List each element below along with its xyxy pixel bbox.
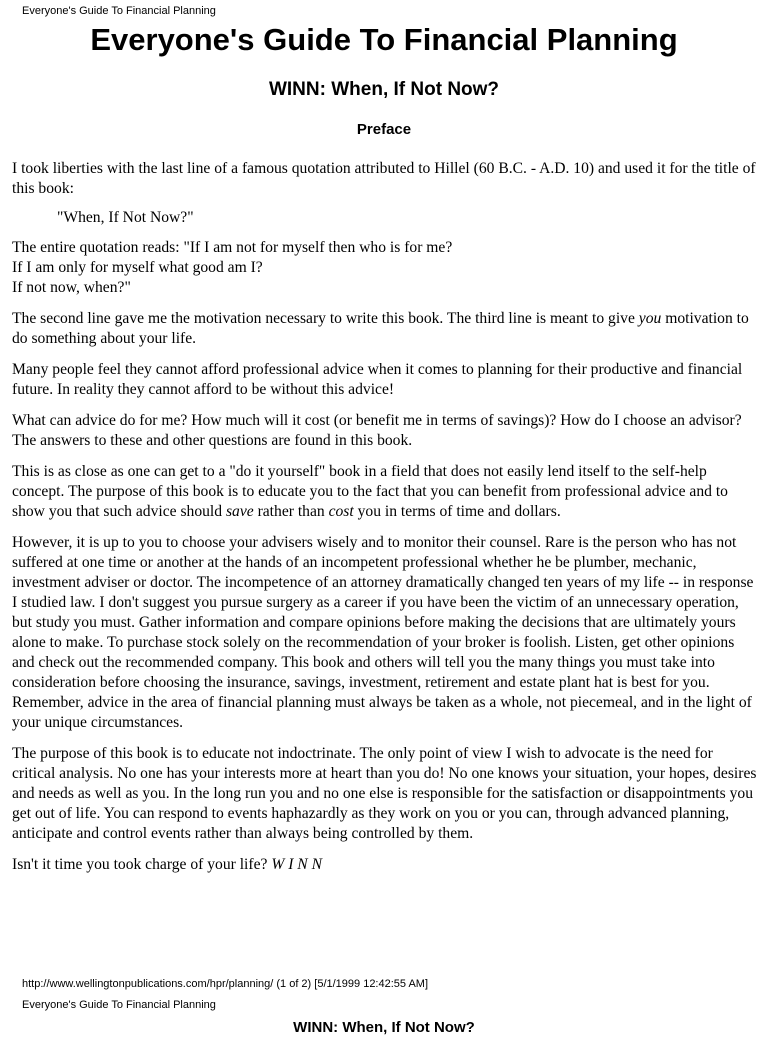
title-quote: "When, If Not Now?" (57, 209, 194, 226)
diy-text-end: you in terms of time and dollars. (353, 503, 561, 520)
page-title: Everyone's Guide To Financial Planning (90, 22, 678, 57)
paragraph-hillel-intro: I took liberties with the last line of a famous quotation attributed to Hillel (60 B.C. - A.D. 10) and used it for the title of this book: (12, 160, 756, 197)
paragraph-choose-advisers: However, it is up to you to choose your advisers wisely and to monitor their counsel. Rare is the person who has not suffered at one time or another at the hands of an incompetent professional whether he be plumber, mechanic, investment adviser or doctor. The incompetence of an attorney dramatically changed ten years of my life -- in response I studied law. I don't suggest you pursue surgery as a career if you have been the victim of an unnecessary operation, but study you must. Gather information and compare opinions before making the decisions that are ultimately yours alone to make. To purchase stock solely on the recommendation of your broker is foolish. Listen, get other opinions and check out the recommended company. This book and others will tell you the many things you must take into consideration before choosing the insurance, savings, investment, retirement and estate plant hat is best for you. Remember, advice in the area of financial planning must always be taken as a whole, not piecemeal, and in the light of your unique circumstances. (12, 534, 754, 731)
paragraph-questions: What can advice do for me? How much will it cost (or benefit me in terms of savings)? How do I choose an advisor? The answers to these and other questions are found in this book. (12, 412, 742, 449)
winn-signature: W I N N (271, 856, 323, 873)
motivation-text-end: motivation to do something about your life. (12, 310, 749, 347)
paragraph-do-it-yourself (12, 462, 757, 522)
take-charge-text: Isn't it time you took charge of your life? (12, 856, 272, 873)
paragraph-afford-advice: Many people feel they cannot afford professional advice when it comes to planning for their productive and financial future. In reality they cannot afford to be without this advice! (12, 361, 743, 398)
print-footer-url: http://www.wellingtonpublications.com/hpr/planning/ (1 of 2) [5/1/1999 12:42:55 AM] (22, 978, 429, 990)
running-header: Everyone's Guide To Financial Planning (22, 5, 216, 17)
page-subtitle: WINN: When, If Not Now? (268, 79, 500, 100)
preface-body (12, 159, 757, 886)
diy-text-start: This is as close as one can get to a "do it yourself" book in a field that does not easily lend itself to the self-help concept. The purpose of this book is to educate you to the fact that you can benefit from professional advice and to show you that such advice should (12, 463, 728, 520)
next-page-subtitle-cut: WINN: When, If Not Now? (293, 1019, 475, 1036)
emphasis-you: you (638, 310, 662, 327)
paragraph-motivation (12, 309, 757, 349)
motivation-text-start: The second line gave me the motivation necessary to write this book. The third line is meant to give (12, 310, 639, 327)
paragraph-take-charge (12, 855, 757, 875)
next-page-running-header: Everyone's Guide To Financial Planning (22, 999, 216, 1011)
paragraph-purpose: The purpose of this book is to educate not indoctrinate. The only point of view I wish to advocate is the need for critical analysis. No one has your interests more at heart than you do! No one knows your situation, your hopes, desires and needs as well as you. In the long run you and no one else is responsible for the satisfaction or disappointments you get out of life. You can respond to events haphazardly as they work on you or you can, through advanced planning, anticipate and control events rather than always being controlled by them. (12, 745, 757, 842)
section-title-preface: Preface (356, 121, 412, 138)
diy-text-middle: rather than (253, 503, 329, 520)
quotation-line-2: If I am only for myself what good am I? (12, 259, 263, 276)
emphasis-cost: cost (328, 503, 354, 520)
quotation-line-3: If not now, when?" (12, 279, 131, 296)
paragraph-full-quotation (12, 238, 757, 298)
emphasis-save: save (225, 503, 254, 520)
quotation-line-1: The entire quotation reads: "If I am not for myself then who is for me? (12, 239, 453, 256)
